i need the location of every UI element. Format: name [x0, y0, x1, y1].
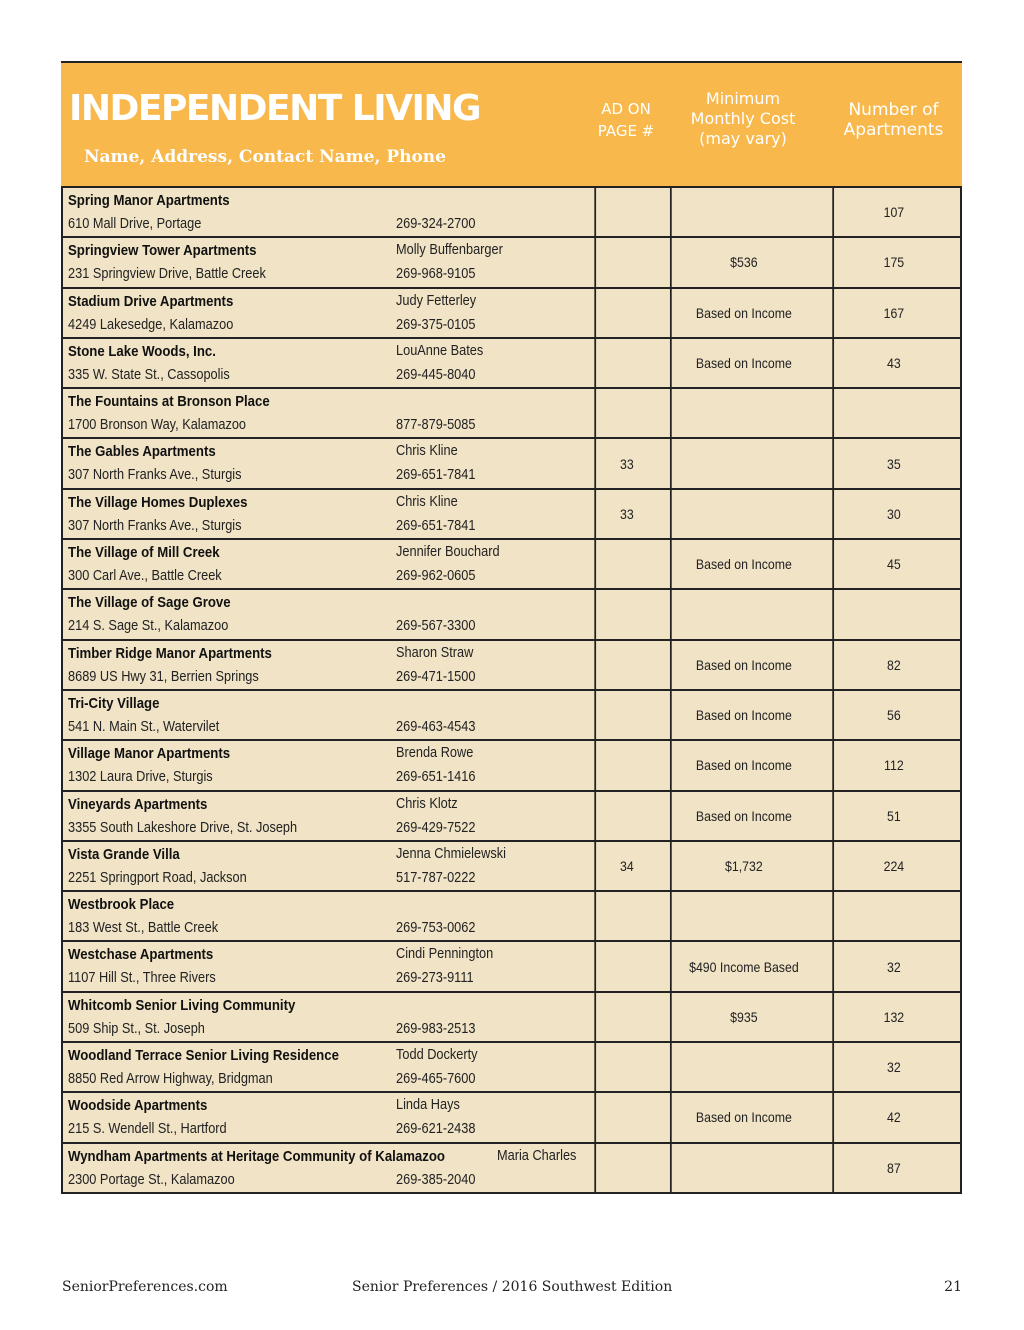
community-address: 335 W. State St., Cassopolis [68, 366, 230, 383]
community-name: Stadium Drive Apartments [68, 292, 234, 310]
contact-name: Linda Hays [396, 1097, 460, 1114]
community-name: Woodside Apartments [68, 1097, 208, 1115]
phone-number: 269-385-2040 [396, 1171, 476, 1188]
table-row [63, 890, 960, 940]
independent-living-table [61, 61, 962, 1194]
table-row [63, 991, 960, 1041]
ad-page-cell [594, 1144, 657, 1192]
minimum-cost-cell: Based on Income [670, 741, 816, 789]
table-row [63, 689, 960, 739]
community-name: Tri-City Village [68, 694, 160, 712]
community-name: Vineyards Apartments [68, 795, 208, 813]
community-address: 8850 Red Arrow Highway, Bridgman [68, 1071, 273, 1088]
table-row [63, 488, 960, 538]
community-address: 2251 Springport Road, Jackson [68, 869, 247, 886]
minimum-cost-cell [670, 590, 816, 638]
apartment-count-cell: 43 [832, 339, 953, 387]
community-address: 214 S. Sage St., Kalamazoo [68, 618, 229, 635]
ad-page-cell [594, 691, 657, 739]
listing-cell [63, 590, 590, 638]
footer-website: SeniorPreferences.com [62, 1279, 228, 1295]
table-row [63, 1091, 960, 1141]
section-subtitle: Name, Address, Contact Name, Phone [84, 147, 446, 167]
listing-cell [63, 188, 590, 236]
contact-name: Cindi Pennington [396, 946, 494, 963]
phone-number: 269-445-8040 [396, 366, 476, 383]
ad-page-cell [594, 993, 657, 1041]
phone-number: 269-273-9111 [396, 970, 474, 987]
contact-name: Sharon Straw [396, 644, 474, 661]
contact-name: Chris Kline [396, 443, 458, 460]
ad-page-cell [594, 942, 657, 990]
minimum-cost-cell: $490 Income Based [670, 942, 816, 990]
phone-number: 269-651-7841 [396, 467, 476, 484]
contact-name: Brenda Rowe [396, 745, 474, 762]
community-address: 541 N. Main St., Watervilet [68, 718, 220, 735]
phone-number: 269-651-7841 [396, 517, 476, 534]
listing-cell [63, 1093, 590, 1141]
ad-page-cell [594, 792, 657, 840]
community-name: Springview Tower Apartments [68, 242, 257, 260]
community-name: Village Manor Apartments [68, 745, 231, 763]
community-address: 307 North Franks Ave., Sturgis [68, 467, 242, 484]
contact-name: LouAnne Bates [396, 342, 484, 359]
apartment-count-cell: 82 [832, 641, 953, 689]
ad-page-cell [594, 1043, 657, 1091]
phone-number: 269-324-2700 [396, 216, 476, 232]
minimum-cost-cell [670, 1043, 816, 1091]
listing-cell [63, 892, 590, 940]
listing-cell [63, 691, 590, 739]
table-row [63, 287, 960, 337]
community-name: Spring Manor Apartments [68, 192, 230, 209]
phone-number: 517-787-0222 [396, 869, 476, 886]
community-address: 610 Mall Drive, Portage [68, 216, 202, 232]
ad-page-cell [594, 590, 657, 638]
ad-page-cell [594, 1093, 657, 1141]
apartment-count-cell: 107 [832, 188, 953, 236]
table-row [63, 840, 960, 890]
page-number: 21 [944, 1279, 962, 1295]
community-address: 509 Ship St., St. Joseph [68, 1020, 205, 1037]
minimum-cost-cell [670, 490, 816, 538]
contact-name: Molly Buffenbarger [396, 242, 503, 259]
ad-page-cell [594, 540, 657, 588]
community-name: Vista Grande Villa [68, 845, 180, 863]
table-row [63, 739, 960, 789]
phone-number: 269-968-9105 [396, 266, 476, 283]
listing-cell [63, 842, 590, 890]
table-header [61, 61, 962, 186]
community-name: Timber Ridge Manor Apartments [68, 644, 272, 662]
listing-cell [63, 792, 590, 840]
ad-page-cell [594, 389, 657, 437]
listing-cell [63, 289, 590, 337]
community-name: Stone Lake Woods, Inc. [68, 342, 216, 360]
footer-publication: Senior Preferences / 2016 Southwest Edition [352, 1279, 673, 1295]
community-address: 307 North Franks Ave., Sturgis [68, 517, 242, 534]
community-name: The Fountains at Bronson Place [68, 393, 270, 411]
listing-cell [63, 741, 590, 789]
minimum-cost-cell: Based on Income [670, 339, 816, 387]
column-header-ad-page: AD ON PAGE # [597, 99, 655, 140]
ad-page-cell: 33 [594, 439, 657, 487]
table-row [63, 236, 960, 286]
apartment-count-cell: 51 [832, 792, 953, 840]
ad-page-cell: 34 [594, 842, 657, 890]
minimum-cost-cell: Based on Income [670, 1093, 816, 1141]
community-address: 8689 US Hwy 31, Berrien Springs [68, 668, 259, 685]
minimum-cost-cell [670, 188, 816, 236]
minimum-cost-cell: Based on Income [670, 540, 816, 588]
minimum-cost-cell: $935 [670, 993, 816, 1041]
table-row [63, 337, 960, 387]
community-name: Westbrook Place [68, 896, 175, 914]
listing-cell [63, 1043, 590, 1091]
apartment-count-cell: 224 [832, 842, 953, 890]
community-address: 1302 Laura Drive, Sturgis [68, 769, 213, 786]
phone-number: 269-621-2438 [396, 1121, 476, 1138]
apartment-count-cell: 42 [832, 1093, 953, 1141]
minimum-cost-cell: Based on Income [670, 691, 816, 739]
listing-cell [63, 540, 590, 588]
listing-cell [63, 490, 590, 538]
phone-number: 269-753-0062 [396, 920, 476, 937]
apartment-count-cell: 112 [832, 741, 953, 789]
contact-name: Jenna Chmielewski [396, 845, 506, 862]
listing-cell [63, 389, 590, 437]
minimum-cost-cell: $536 [670, 238, 816, 286]
table-row [63, 387, 960, 437]
table-row [63, 437, 960, 487]
apartment-count-cell [832, 590, 953, 638]
apartment-count-cell: 35 [832, 439, 953, 487]
phone-number: 269-429-7522 [396, 819, 476, 836]
section-title: INDEPENDENT LIVING [69, 88, 481, 129]
ad-page-cell [594, 238, 657, 286]
table-row [63, 790, 960, 840]
community-address: 3355 South Lakeshore Drive, St. Joseph [68, 819, 298, 836]
community-address: 1700 Bronson Way, Kalamazoo [68, 417, 247, 434]
contact-name: Chris Kline [396, 493, 458, 510]
contact-name: Chris Klotz [396, 795, 458, 812]
minimum-cost-cell: Based on Income [670, 289, 816, 337]
phone-number: 269-651-1416 [396, 769, 476, 786]
community-address: 215 S. Wendell St., Hartford [68, 1121, 227, 1138]
apartment-count-cell [832, 389, 953, 437]
listing-cell [63, 238, 590, 286]
column-header-minimum-cost: Minimum Monthly Cost (may vary) [690, 88, 796, 148]
minimum-cost-cell [670, 892, 816, 940]
apartment-count-cell: 56 [832, 691, 953, 739]
phone-number: 269-962-0605 [396, 568, 476, 585]
table-row [63, 186, 960, 236]
ad-page-cell [594, 339, 657, 387]
phone-number: 877-879-5085 [396, 417, 476, 434]
table-row [63, 1142, 960, 1192]
ad-page-cell [594, 641, 657, 689]
ad-page-cell [594, 289, 657, 337]
community-name: The Village of Sage Grove [68, 594, 231, 612]
contact-name: Todd Dockerty [396, 1047, 478, 1064]
community-address: 4249 Lakesedge, Kalamazoo [68, 316, 234, 333]
community-name: Westchase Apartments [68, 946, 214, 964]
listing-cell [63, 641, 590, 689]
contact-name: Maria Charles [497, 1147, 577, 1164]
listing-cell [63, 1144, 590, 1192]
listing-cell [63, 339, 590, 387]
community-name: Woodland Terrace Senior Living Residence [68, 1047, 339, 1065]
table-row [63, 538, 960, 588]
table-row [63, 940, 960, 990]
column-header-number-apartments: Number of Apartments [843, 99, 944, 140]
minimum-cost-cell: Based on Income [670, 641, 816, 689]
listing-cell [63, 993, 590, 1041]
community-name: The Village Homes Duplexes [68, 493, 248, 511]
apartment-count-cell: 175 [832, 238, 953, 286]
ad-page-cell: 33 [594, 490, 657, 538]
community-name: Wyndham Apartments at Heritage Community of Kalamazoo [68, 1147, 445, 1165]
phone-number: 269-463-4543 [396, 718, 476, 735]
phone-number: 269-471-1500 [396, 668, 476, 685]
community-address: 1107 Hill St., Three Rivers [68, 970, 216, 987]
phone-number: 269-465-7600 [396, 1071, 476, 1088]
minimum-cost-cell [670, 439, 816, 487]
apartment-count-cell: 32 [832, 1043, 953, 1091]
apartment-count-cell: 45 [832, 540, 953, 588]
apartment-count-cell: 30 [832, 490, 953, 538]
community-name: The Gables Apartments [68, 443, 216, 461]
minimum-cost-cell: $1,732 [670, 842, 816, 890]
apartment-count-cell: 167 [832, 289, 953, 337]
table-row [63, 639, 960, 689]
minimum-cost-cell [670, 1144, 816, 1192]
contact-name: Jennifer Bouchard [396, 544, 500, 561]
community-address: 183 West St., Battle Creek [68, 920, 219, 937]
community-name: Whitcomb Senior Living Community [68, 996, 296, 1014]
phone-number: 269-375-0105 [396, 316, 476, 333]
minimum-cost-cell [670, 389, 816, 437]
community-address: 2300 Portage St., Kalamazoo [68, 1171, 235, 1188]
community-name: The Village of Mill Creek [68, 544, 220, 562]
apartment-count-cell: 132 [832, 993, 953, 1041]
ad-page-cell [594, 188, 657, 236]
apartment-count-cell: 87 [832, 1144, 953, 1192]
table-row [63, 588, 960, 638]
community-address: 231 Springview Drive, Battle Creek [68, 266, 266, 283]
ad-page-cell [594, 741, 657, 789]
apartment-count-cell [832, 892, 953, 940]
minimum-cost-cell: Based on Income [670, 792, 816, 840]
phone-number: 269-567-3300 [396, 618, 476, 635]
ad-page-cell [594, 892, 657, 940]
table-body [61, 186, 962, 1194]
apartment-count-cell: 32 [832, 942, 953, 990]
contact-name: Judy Fetterley [396, 292, 477, 309]
table-row [63, 1041, 960, 1091]
listing-cell [63, 439, 590, 487]
phone-number: 269-983-2513 [396, 1020, 476, 1037]
listing-cell [63, 942, 590, 990]
community-address: 300 Carl Ave., Battle Creek [68, 568, 222, 585]
